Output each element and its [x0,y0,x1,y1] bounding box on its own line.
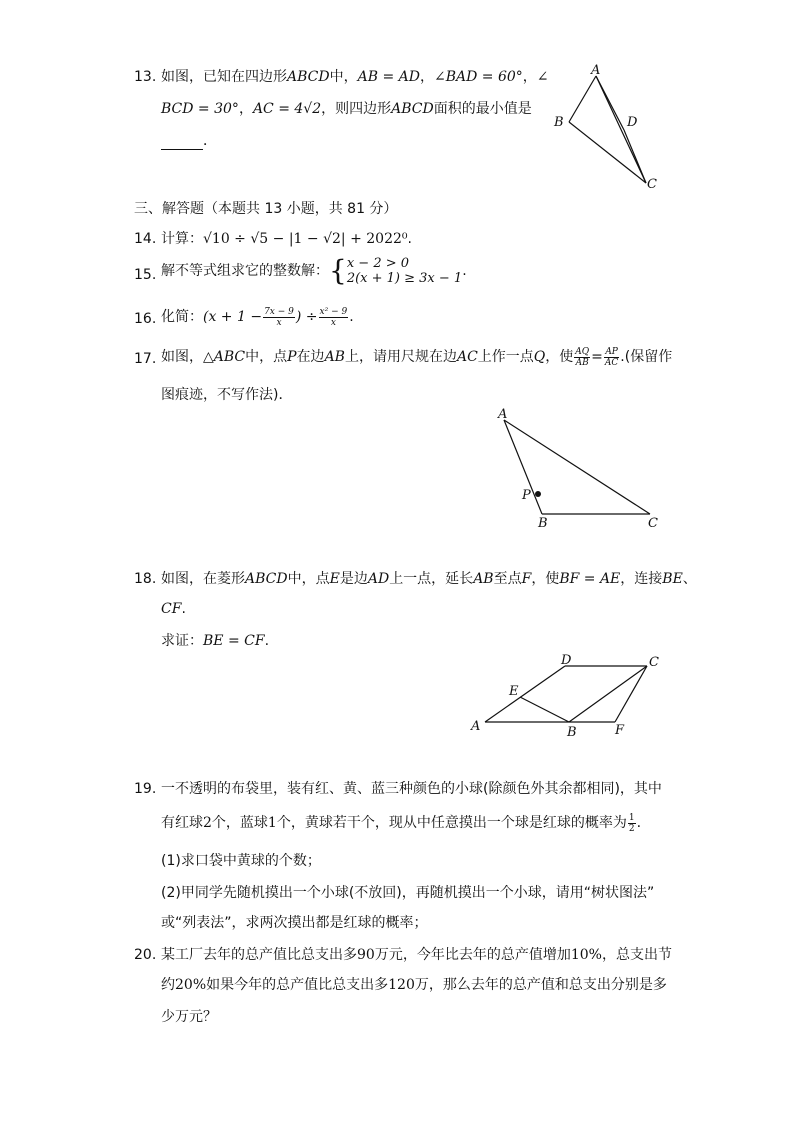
q18-proof: 求证：BE = CF. [161,633,270,649]
q15-line: 解不等式组求它的整数解：{ x − 2 > 0 2(x + 1) ≥ 3x − 1 . [161,254,467,287]
q18-line2: CF. [161,601,186,617]
q13-label-B: B [554,115,564,130]
q18-number: 18. [134,571,157,587]
q19-part1: (1)求口袋中黄球的个数； [161,853,321,869]
q18-label-A: A [471,719,481,734]
q17-label-B: B [538,516,548,531]
q13-answer-blank: ． [161,132,217,150]
q19-line1: 一不透明的布袋里，装有红、黄、蓝三种颜色的小球(除颜色外其余都相同)，其中 [161,781,662,797]
q18-label-F: F [615,723,625,738]
q19-line2: 有红球2个，蓝球1个，黄球若干个，现从中任意摸出一个球是红球的概率为 $\frac{1}{2}$ . [161,812,642,834]
q13-figure [550,62,670,194]
section3-title: 三、解答题（本题共 13 小题，共 81 分） [134,201,398,217]
q15-number: 15. [134,267,157,283]
q13-label-C: C [647,177,657,192]
q16-line: 化简：(x + 1 − $\frac{7x - 9}{x}$ ) ÷ $\frac{\text{x² − 9}}{x}$ . [161,306,354,328]
q19-number: 19. [134,781,157,797]
q17-label-C: C [648,516,658,531]
q17-line2: 图痕迹，不写作法)． [161,387,293,403]
q20-line1: 某工厂去年的总产值比总支出多90万元，今年比去年的总产值增加10%，总支出节 [161,947,672,963]
q14-number: 14. [134,231,157,247]
q18-figure [465,650,675,742]
q18-line1: 如图，在菱形ABCD中，点E是边AD上一点，延长AB至点F，使BF = AE，连接BE、 [161,571,697,587]
q17-line1: 如图，△ABC中，点P在边AB上，请用尺规在边AC上作一点Q，使 $\frac{AQ}{AB}$ = $\frac{AP}{AC}$ .(保留作 [161,346,673,368]
q17-figure [490,405,670,533]
q17-label-P: P [522,488,531,503]
q17-label-A: A [498,407,508,422]
q20-number: 20. [134,947,157,963]
q20-line3: 少万元？ [161,1009,217,1025]
q13-line2: BCD = 30°，AC = 4√2，则四边形ABCD面积的最小值是 [161,101,532,117]
q13-line1: 如图，已知在四边形ABCD中，AB = AD，∠BAD = 60°，∠ [161,69,549,85]
q19-part2: (2)甲同学先随机摸出一个小球(不放回)，再随机摸出一个小球，请用“树状图法” [161,885,655,901]
q19-part3: 或“列表法”，求两次摸出都是红球的概率； [161,915,428,931]
q13-label-A: A [591,63,601,78]
q14-line: 计算：√10 ÷ √5 − |1 − √2| + 2022⁰. [161,231,412,247]
q20-line2: 约20%如果今年的总产值比总支出多120万，那么去年的总产值和总支出分别是多 [161,977,667,993]
q18-label-D: D [561,653,572,668]
q13-number: 13. [134,69,157,85]
q18-label-E: E [509,684,519,699]
q13-label-D: D [627,115,638,130]
q18-label-B: B [567,725,577,740]
q18-label-C: C [649,655,659,670]
q17-number: 17. [134,351,157,367]
q16-number: 16. [134,311,157,327]
